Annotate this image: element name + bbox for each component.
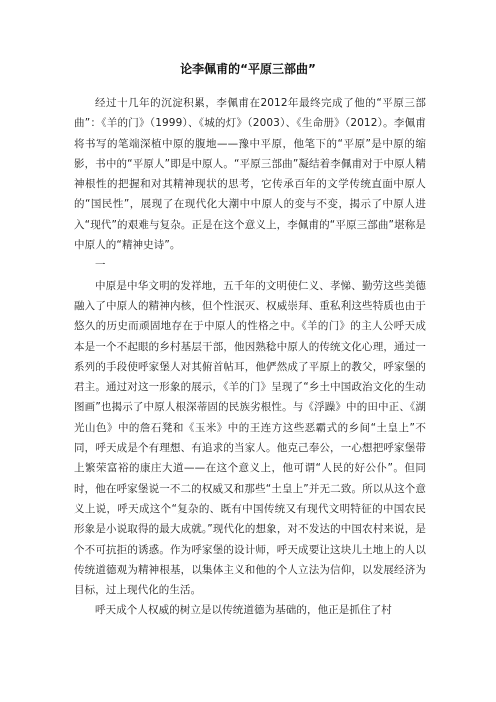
article-body: [74, 93, 426, 621]
page-title: 论李佩甫的“平原三部曲”: [180, 62, 316, 76]
section-number: 一: [95, 259, 106, 272]
paragraph-section-one: 中原是中华文明的发祥地，五千年的文明使仁义、孝悌、勤劳这些美德融入了中原人的精神内核，但个性泯灭、权威崇拜、重私利这些特质也由于悠久的历史而顽固地存在于中原人的性格之中。《羊的门》的主人公呼天成本是一个不起眼的乡村基层干部，他因熟稔中原人的传统文化心理，通过一系列的手段使呼家堡人对其俯首帖耳，他俨然成了平原上的教父，呼家堡的君主。通过对这一形象的展示，《羊的门》呈现了“乡土中国政治文化的生动图画”也揭示了中原人根深蒂固的民族劣根性。与《浮躁》中的田中正、《湖光山色》中的詹石凳和《玉米》中的王连方这些恶霸式的乡间“土皇上”不同，呼天成是个有理想、有追求的当家人。他克己奉公，一心想把呼家堡带上繁荣富裕的康庄大道——在这个意义上，他可谓“人民的好公仆”。但同时，他在呼家堡说一不二的权威又和那些“土皇上”并无二致。所以从这个意义上说，呼天成这个“复杂的、既有中国传统又有现代文明特征的中国农民形象是小说取得的最大成就。”现代化的想象，对不发达的中国农村来说，是个不可抗拒的诱惑。作为呼家堡的设计师，呼天成要让这块儿土地上的人以传统道德观为精神根基，以集体主义和他的个人立法为信仰，以发展经济为目标，过上现代化的生活。: [74, 279, 426, 597]
paragraph-continuation: 呼天成个人权威的树立是以传统道德为基础的，他正是抓住了村: [95, 604, 392, 617]
paragraph-intro: 经过十几年的沉淀积累，李佩甫在2012年最终完成了他的“平原三部曲”：《羊的门》（1999）、《城的灯》（2003）、《生命册》（2012）。李佩甫将书写的笔端深植中原的腹地——豫中平原，他笔下的“平原”是中原的缩影，书中的“平原人”即是中原人。“平原三部曲”凝结着李佩甫对于中原人精神根性的把握和对其精神现状的思考，它传承百年的文学传统直面中原人的“国民性”，展现了在现代化大潮中中原人的变与不变，揭示了中原人进入“现代”的艰难与复杂。正是在这个意义上，李佩甫的“平原三部曲”堪称是中原人的“精神史诗”。: [74, 97, 426, 252]
